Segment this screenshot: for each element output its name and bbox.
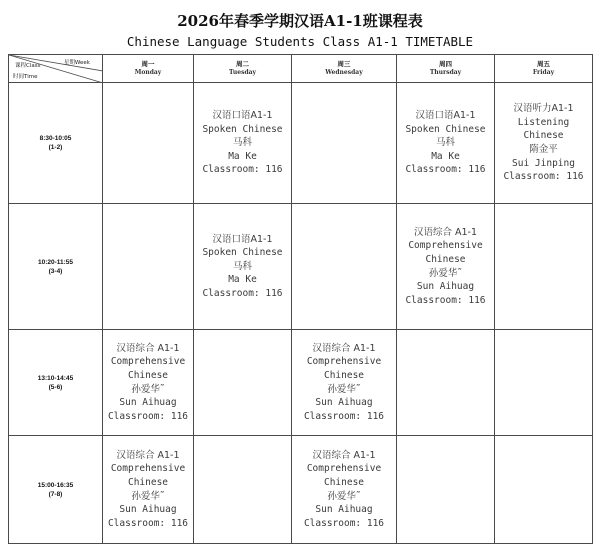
- course-line: Comprehensive: [110, 463, 186, 475]
- course-line: Comprehensive: [306, 356, 382, 368]
- day-en: Tuesday: [228, 69, 257, 76]
- time-slot-4: [9, 436, 103, 544]
- course-line: Classroom: 116: [202, 287, 283, 299]
- course-line: 汉语听力A1-1: [513, 103, 574, 115]
- day-header-monday: [103, 55, 194, 83]
- course-cell: [194, 83, 292, 204]
- course-cell: [292, 436, 397, 544]
- day-header-wednesday: [292, 55, 397, 83]
- course-line: Classroom: 116: [107, 517, 189, 529]
- course-line: Sun Aihuag: [315, 504, 373, 516]
- slot-period: (5-6): [48, 383, 63, 391]
- course-line: Ma Ke: [431, 150, 460, 162]
- cell-r3-tuesday: [194, 330, 292, 436]
- course-line: 汉语综合 A1-1: [116, 342, 180, 354]
- day-zh: 周四: [439, 60, 452, 68]
- corner-cell: [9, 55, 103, 83]
- day-en: Wednesday: [325, 69, 363, 76]
- course-line: Sun Aihuag: [315, 397, 373, 409]
- title-english: Chinese Language Students Class A1-1 TIMETABLE: [126, 34, 474, 49]
- course-line: 马科: [435, 137, 455, 149]
- day-zh: 周一: [141, 60, 155, 68]
- course-line: Sun Aihuag: [119, 504, 177, 516]
- course-line: Classroom: 116: [303, 410, 385, 422]
- course-cell: [194, 204, 292, 330]
- course-cell: [292, 330, 397, 436]
- corner-class-label: 课程Class: [15, 63, 41, 69]
- cell-r1-wednesday: [292, 83, 397, 204]
- course-line: Chinese: [127, 369, 169, 381]
- cell-r2-wednesday: [292, 204, 397, 330]
- day-zh: 周五: [537, 60, 550, 68]
- table-row: [9, 436, 593, 544]
- title-chinese: 2026年春季学期汉语A1-1班课程表: [177, 12, 423, 30]
- course-line: Comprehensive: [408, 240, 483, 252]
- course-line: 汉语口语A1-1: [415, 110, 476, 122]
- course-line: Chinese: [323, 369, 365, 381]
- course-line: Comprehensive: [110, 356, 186, 368]
- slot-time: 13:10-14:45: [37, 374, 74, 382]
- course-line: 汉语综合 A1-1: [312, 342, 376, 354]
- course-line: Sun Aihuag: [119, 397, 177, 409]
- course-line: 隋金平: [529, 144, 558, 155]
- course-cell: [397, 83, 495, 204]
- cell-r3-thursday: [397, 330, 495, 436]
- slot-time: 15:00-16:35: [37, 481, 74, 489]
- course-cell: [103, 436, 194, 544]
- course-line: 汉语综合 A1-1: [312, 449, 376, 461]
- course-line: 孙爱华˜: [131, 490, 165, 502]
- day-en: Thursday: [429, 69, 462, 76]
- course-line: Spoken Chinese: [202, 247, 283, 259]
- header-row: [9, 55, 593, 83]
- course-line: Spoken Chinese: [405, 123, 486, 135]
- course-line: Classroom: 116: [405, 294, 486, 306]
- course-line: 孙爱华˜: [131, 383, 165, 395]
- course-line: 马科: [232, 260, 252, 272]
- slot-time: 8:30-10:05: [39, 135, 72, 142]
- day-header-thursday: [397, 55, 495, 83]
- day-zh: 周二: [236, 60, 249, 68]
- course-line: 孙爱华˜: [428, 267, 463, 279]
- course-line: Ma Ke: [228, 150, 257, 162]
- day-en: Friday: [532, 69, 555, 76]
- timetable-grid: [8, 54, 593, 544]
- course-line: Classroom: 116: [107, 410, 189, 422]
- course-line: Comprehensive: [306, 463, 382, 475]
- course-line: Chinese: [523, 130, 564, 142]
- cell-r1-monday: [103, 83, 194, 204]
- corner-time-label: 时间Time: [13, 74, 38, 80]
- course-line: 孙爱华˜: [327, 383, 361, 395]
- course-line: Chinese: [127, 476, 169, 488]
- course-line: 汉语口语A1-1: [212, 233, 273, 245]
- course-line: 孙爱华˜: [327, 490, 361, 502]
- course-cell: [495, 83, 593, 204]
- time-slot-3: [9, 330, 103, 436]
- course-line: Classroom: 116: [405, 164, 486, 176]
- course-line: Listening: [517, 116, 570, 128]
- day-en: Monday: [134, 69, 162, 76]
- course-line: Ma Ke: [228, 274, 257, 286]
- cell-r3-friday: [495, 330, 593, 436]
- course-cell: [397, 204, 495, 330]
- slot-period: (1-2): [48, 144, 63, 151]
- time-slot-2: [9, 204, 103, 330]
- slot-period: (7-8): [48, 490, 63, 498]
- table-row: [9, 204, 593, 330]
- cell-r4-thursday: [397, 436, 495, 544]
- cell-r2-friday: [495, 204, 593, 330]
- cell-r4-friday: [495, 436, 593, 544]
- course-line: 马科: [232, 137, 252, 149]
- table-row: [9, 83, 593, 204]
- course-line: Chinese: [425, 253, 466, 265]
- table-row: [9, 330, 593, 436]
- course-line: 汉语综合 A1-1: [413, 226, 478, 238]
- cell-r4-tuesday: [194, 436, 292, 544]
- day-zh: 周三: [337, 60, 351, 68]
- course-line: 汉语口语A1-1: [212, 110, 273, 122]
- course-cell: [103, 330, 194, 436]
- cell-r2-monday: [103, 204, 194, 330]
- course-line: Sun Aihuag: [416, 281, 475, 293]
- course-line: Spoken Chinese: [202, 123, 283, 135]
- course-line: Classroom: 116: [202, 164, 283, 176]
- time-slot-1: [9, 83, 103, 204]
- day-header-tuesday: [194, 55, 292, 83]
- course-line: 汉语综合 A1-1: [116, 449, 180, 461]
- course-line: Classroom: 116: [303, 517, 385, 529]
- slot-period: (3-4): [48, 267, 63, 275]
- course-line: Chinese: [323, 476, 365, 488]
- course-line: Sui Jinping: [512, 157, 575, 169]
- slot-time: 10:20-11:55: [37, 258, 74, 266]
- day-header-friday: [495, 55, 593, 83]
- corner-week-label: 星期Week: [63, 60, 90, 66]
- course-line: Classroom: 116: [503, 171, 584, 183]
